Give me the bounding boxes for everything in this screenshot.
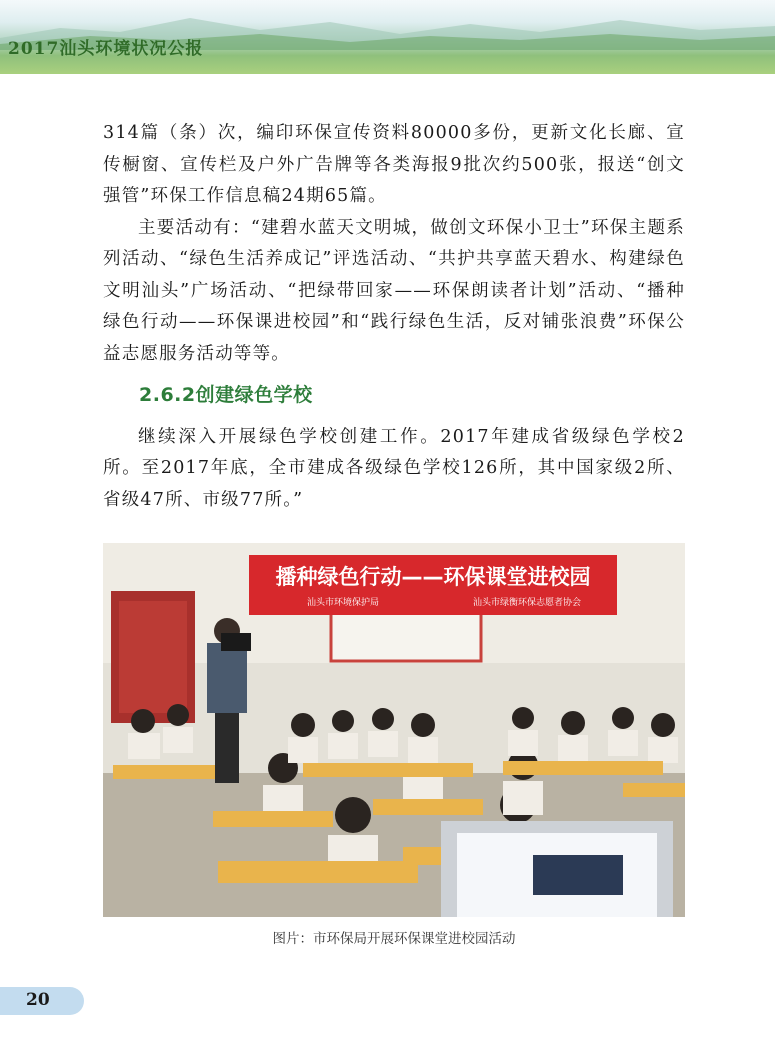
classroom-illustration (103, 543, 685, 917)
section-heading: 2.6.2创建绿色学校 (139, 384, 313, 406)
page-number: 20 (26, 990, 50, 1010)
classroom-photo (103, 543, 685, 917)
banner-org-right: 汕头市绿衡环保志愿者协会 (472, 598, 582, 608)
paragraph-green-schools: 继续深入开展绿色学校创建工作。2017年建成省级绿色学校2所。至2017年底，全市建成各级绿色学校126所，其中国家级2所、省级47所、市级77所。” (103, 426, 685, 510)
publication-title: 2017汕头环境状况公报 (8, 39, 204, 59)
banner-main-text: 播种绿色行动——环保课堂进校园 (275, 565, 591, 589)
page-header-banner (0, 0, 775, 74)
banner-org-left: 汕头市环境保护局 (306, 598, 380, 608)
paragraph-main-activities: 主要活动有：“建碧水蓝天文明城，做创文环保小卫士”环保主题系列活动、“绿色生活养成记”评选活动、“共护共享蓝天碧水、构建绿色文明汕头”广场活动、“把绿带回家——环保朗读者计划”活动、“播种绿色行动——环保课进校园”和“践行绿色生活，反对铺张浪费”环保公益志愿服务活动等等。 (103, 217, 685, 364)
main-text (103, 118, 685, 516)
photo-caption: 图片：市环保局开展环保课堂进校园活动 (272, 931, 516, 947)
paragraph-continued: 314篇（条）次，编印环保宣传资料80000多份，更新文化长廊、宣传橱窗、宣传栏及户外广告牌等各类海报9批次约500张，报送“创文强管”环保工作信息稿24期65篇。 (103, 123, 685, 206)
